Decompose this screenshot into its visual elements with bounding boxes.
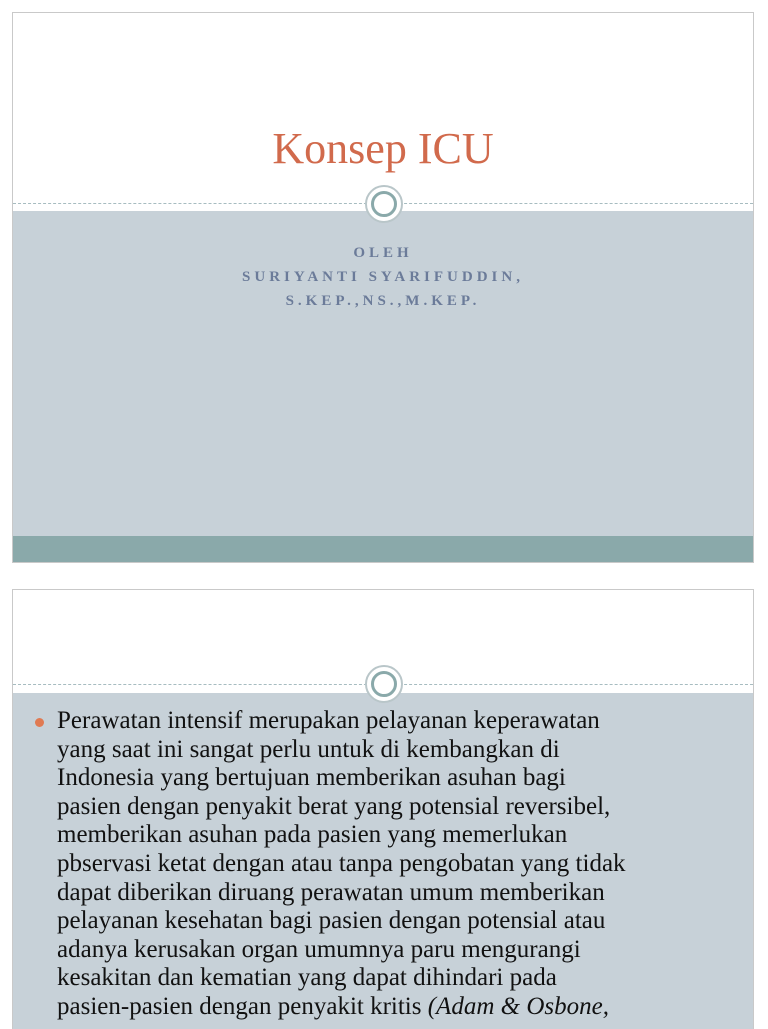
bullet-line: adanya kerusakan organ umumnya paru mengurangi <box>57 935 581 963</box>
ring-ornament-icon <box>365 665 403 703</box>
ring-ornament-icon <box>365 185 403 223</box>
bullet-line: yang saat ini sangat perlu untuk di kembangkan di <box>57 735 560 763</box>
title-slide <box>12 12 754 563</box>
citation: (Adam & Osbone, <box>427 992 609 1020</box>
footer-bar <box>13 536 753 563</box>
subtitle-band <box>13 211 753 536</box>
bullet-line: Perawatan intensif merupakan pelayanan keperawatan <box>57 707 600 734</box>
bullet-line: pasien dengan penyakit berat yang potensial reversibel, <box>57 792 611 820</box>
bullet-line: pbservasi ketat dengan atau tanpa pengobatan yang tidak <box>57 849 626 877</box>
author-subtitle <box>13 241 753 313</box>
bullet-line-last <box>57 993 745 1022</box>
bullet-line: memberikan asuhan pada pasien yang memerlukan <box>57 821 568 849</box>
bullet-item <box>33 707 745 1022</box>
content-slide <box>12 589 754 1029</box>
bullet-line: pelayanan kesehatan bagi pasien dengan potensial atau <box>57 907 606 935</box>
bullet-last-text: pasien-pasien dengan penyakit kritis <box>57 992 428 1020</box>
bullet-line: dapat diberikan diruang perawatan umum memberikan <box>57 878 605 906</box>
bullet-text <box>57 707 745 1022</box>
subtitle-line-2: SURIYANTI SYARIFUDDIN, <box>242 269 524 285</box>
bullet-line: kesakitan dan kematian yang dapat dihindari pada <box>57 964 557 992</box>
subtitle-line-3: S.KEP.,NS.,M.KEP. <box>285 293 481 309</box>
bullet-line: Indonesia yang bertujuan memberikan asuhan bagi <box>57 764 566 792</box>
slide-title: Konsep ICU <box>272 124 494 173</box>
subtitle-line-1: OLEH <box>353 245 413 261</box>
bullet-dot-icon <box>35 718 44 727</box>
